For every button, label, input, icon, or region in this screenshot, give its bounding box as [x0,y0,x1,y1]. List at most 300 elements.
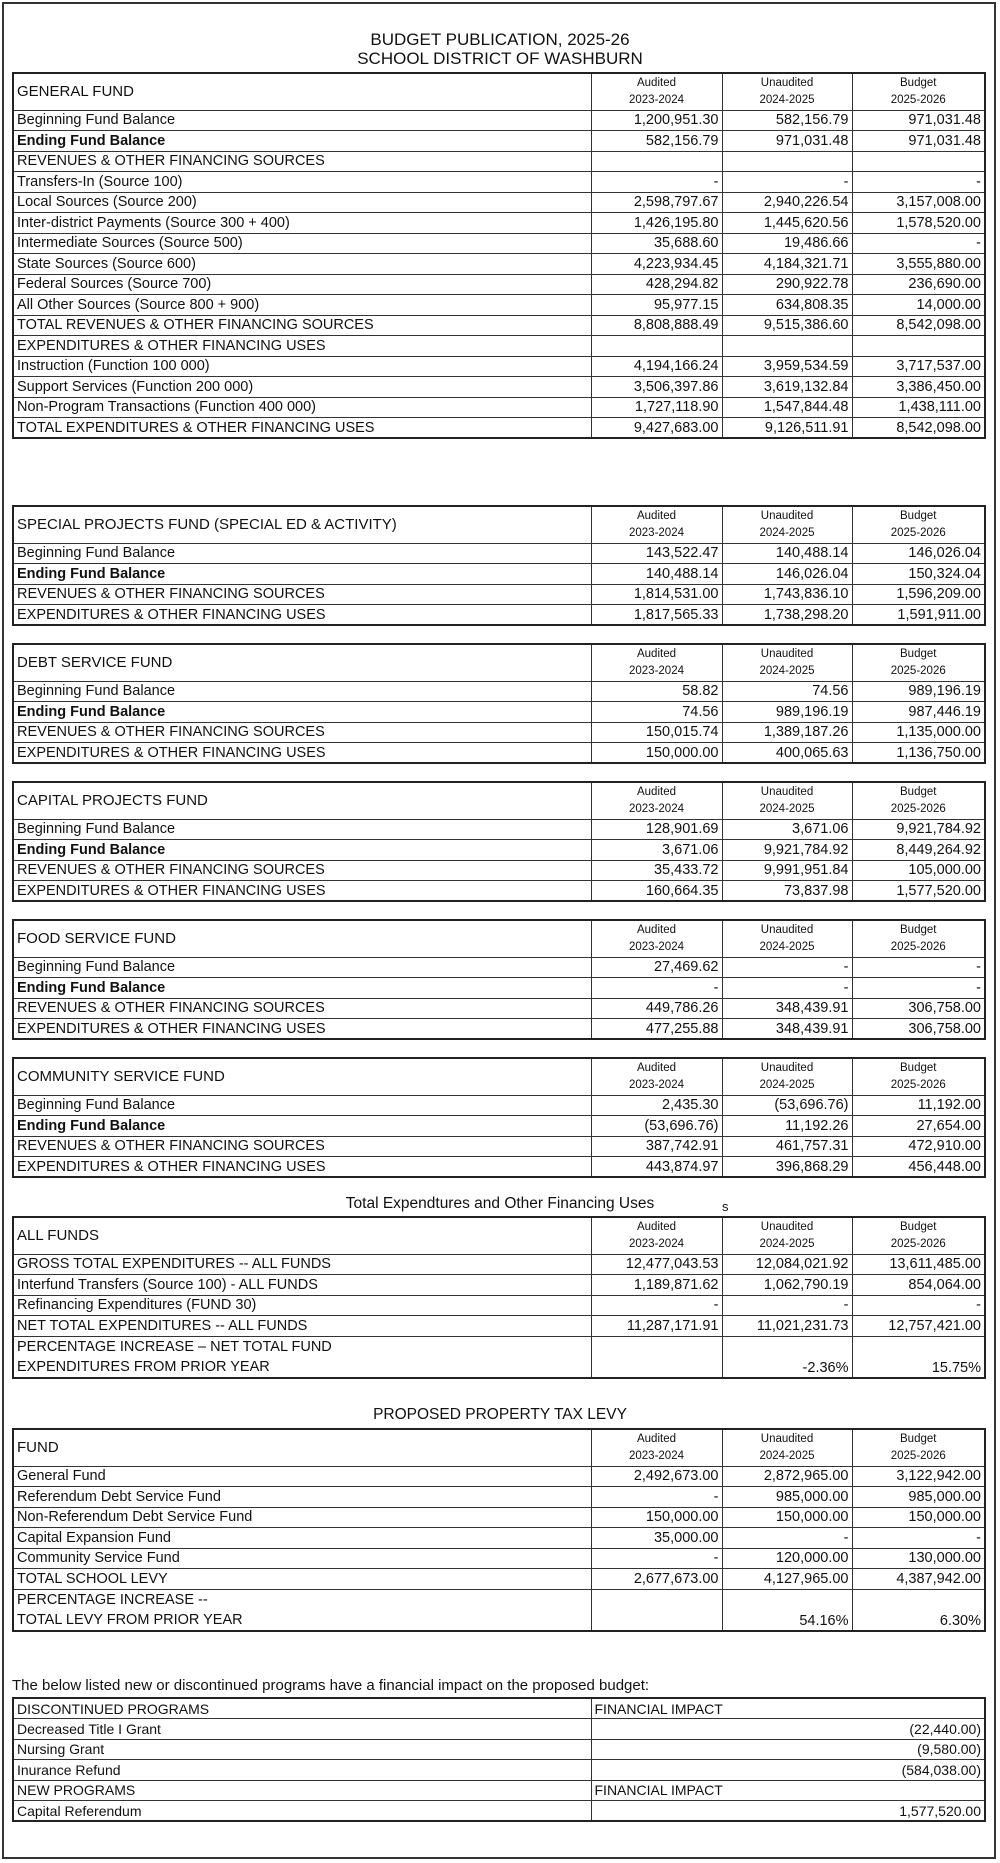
table-row [13,192,985,213]
table-row [13,1275,985,1296]
total-row [13,1569,985,1590]
percentage-row [13,1589,985,1631]
value-cell: 989,196.19 [722,702,852,723]
table-row [13,1507,985,1528]
value-cell: 3,671.06 [722,819,852,840]
value-cell: 13,611,485.00 [852,1254,985,1275]
value-cell: 105,000.00 [852,860,985,881]
value-cell: 11,287,171.91 [591,1316,722,1337]
value-cell: (53,696.76) [722,1095,852,1116]
value-cell: 634,808.35 [722,295,852,316]
value-cell: 1,596,209.00 [852,584,985,605]
value-cell: 2,598,797.67 [591,192,722,213]
label-cell: REVENUES & OTHER FINANCING SOURCES [13,151,591,172]
value-cell: - [852,1295,985,1316]
label-cell: EXPENDITURES & OTHER FINANCING USES [13,743,591,764]
label-cell: TOTAL SCHOOL LEVY [13,1569,591,1590]
value-cell: 146,026.04 [852,543,985,564]
value-cell: 9,427,683.00 [591,418,722,439]
column-header-audited: Audited 2023-2024 [591,644,722,681]
total-expenditures-caption: Total Expendtures and Other Financing Uses [345,1195,655,1212]
value-cell: 971,031.48 [852,131,985,152]
value-cell: 1,738,298.20 [722,605,852,626]
value-cell: 15.75% [852,1336,985,1378]
value-cell: - [591,1548,722,1569]
value-cell: 150,015.74 [591,722,722,743]
value-cell: 140,488.14 [722,543,852,564]
value-cell: 1,189,871.62 [591,1275,722,1296]
value-cell: 74.56 [722,681,852,702]
column-header-audited: Audited 2023-2024 [591,782,722,819]
value-cell: 1,389,187.26 [722,722,852,743]
value-cell: 582,156.79 [591,131,722,152]
value-cell: 1,136,750.00 [852,743,985,764]
value-cell: (584,038.00) [591,1760,985,1781]
value-cell: 3,386,450.00 [852,377,985,398]
fund-name: ALL FUNDS [13,1217,591,1254]
value-cell: 4,223,934.45 [591,254,722,275]
value-cell: 1,814,531.00 [591,584,722,605]
label-cell: PERCENTAGE INCREASE – NET TOTAL FUND EXPENDITURES FROM PRIOR YEAR [13,1336,591,1378]
value-cell: 58.82 [591,681,722,702]
column-header-unaudited: Unaudited 2024-2025 [722,1217,852,1254]
label-cell: TOTAL REVENUES & OTHER FINANCING SOURCES [13,315,591,336]
value-cell: (53,696.76) [591,1116,722,1137]
debt-service-fund-table [12,643,986,764]
table-row [13,584,985,605]
table-row [13,131,985,152]
table-row [13,743,985,764]
value-cell: 582,156.79 [722,110,852,131]
table-row [13,1739,985,1760]
column-header-audited: Audited 2023-2024 [591,1058,722,1095]
value-cell: 306,758.00 [852,998,985,1019]
label-cell: Ending Fund Balance [13,840,591,861]
column-header-audited: Audited 2023-2024 [591,1217,722,1254]
label-cell: Beginning Fund Balance [13,1095,591,1116]
table-row [13,1295,985,1316]
label-cell: FINANCIAL IMPACT [591,1780,985,1801]
value-cell: 1,591,911.00 [852,605,985,626]
table-row [13,110,985,131]
table-header-row [13,1217,985,1254]
table-row [13,213,985,234]
label-cell: PERCENTAGE INCREASE -- TOTAL LEVY FROM PRIOR YEAR [13,1589,591,1631]
table-row [13,819,985,840]
value-cell: - [722,1295,852,1316]
table-row [13,356,985,377]
value-cell: 971,031.48 [722,131,852,152]
label-cell: Nursing Grant [13,1739,591,1760]
value-cell: 27,469.62 [591,957,722,978]
table-row [13,1719,985,1740]
table-row [13,860,985,881]
food-service-fund-table [12,919,986,1040]
table-row [13,254,985,275]
table-row [13,1095,985,1116]
value-cell: 146,026.04 [722,564,852,585]
label-cell: EXPENDITURES & OTHER FINANCING USES [13,881,591,902]
value-cell: 1,743,836.10 [722,584,852,605]
column-header-unaudited: Unaudited 2024-2025 [722,782,852,819]
table-row [13,1157,985,1178]
total-row [13,315,985,336]
value-cell: 120,000.00 [722,1548,852,1569]
table-row [13,978,985,999]
label-cell: Inurance Refund [13,1760,591,1781]
column-header-unaudited: Unaudited 2024-2025 [722,920,852,957]
value-cell: - [591,172,722,193]
value-cell: 236,690.00 [852,274,985,295]
percentage-row [13,1336,985,1378]
label-cell: Beginning Fund Balance [13,543,591,564]
value-cell: 461,757.31 [722,1136,852,1157]
column-header-audited: Audited 2023-2024 [591,506,722,543]
value-cell: 2,940,226.54 [722,192,852,213]
table-row [13,172,985,193]
value-cell: 9,921,784.92 [852,819,985,840]
table-row [13,397,985,418]
column-header-audited: Audited 2023-2024 [591,920,722,957]
value-cell: 9,515,386.60 [722,315,852,336]
label-cell: REVENUES & OTHER FINANCING SOURCES [13,860,591,881]
value-cell: 35,688.60 [591,233,722,254]
table-row [13,564,985,585]
value-cell: 456,448.00 [852,1157,985,1178]
value-cell: 150,000.00 [852,1507,985,1528]
table-row [13,840,985,861]
value-cell: 3,122,942.00 [852,1466,985,1487]
value-cell [722,151,852,172]
total-row [13,418,985,439]
label-cell: All Other Sources (Source 800 + 900) [13,295,591,316]
value-cell: - [722,978,852,999]
label-cell: Non-Referendum Debt Service Fund [13,1507,591,1528]
value-cell: 35,000.00 [591,1528,722,1549]
table-row [13,295,985,316]
value-cell: 4,127,965.00 [722,1569,852,1590]
column-header-budget: Budget 2025-2026 [852,1429,985,1466]
table-row [13,1136,985,1157]
value-cell: 12,477,043.53 [591,1254,722,1275]
table-header-row [13,506,985,543]
label-cell: Beginning Fund Balance [13,110,591,131]
label-cell: FINANCIAL IMPACT [591,1698,985,1719]
label-cell: Community Service Fund [13,1548,591,1569]
value-cell: 989,196.19 [852,681,985,702]
document-subtitle: SCHOOL DISTRICT OF WASHBURN [357,49,643,68]
value-cell: 11,021,231.73 [722,1316,852,1337]
value-cell: 150,324.04 [852,564,985,585]
label-cell: Inter-district Payments (Source 300 + 400) [13,213,591,234]
label-cell: Intermediate Sources (Source 500) [13,233,591,254]
value-cell: 160,664.35 [591,881,722,902]
value-cell [591,151,722,172]
label-cell: State Sources (Source 600) [13,254,591,275]
column-header-budget: Budget 2025-2026 [852,782,985,819]
table-row [13,702,985,723]
value-cell: - [852,978,985,999]
column-header-audited: Audited 2023-2024 [591,1429,722,1466]
programs-table [12,1697,986,1822]
value-cell: - [852,172,985,193]
value-cell: 54.16% [722,1589,852,1631]
label-cell: Ending Fund Balance [13,564,591,585]
value-cell: 95,977.15 [591,295,722,316]
label-cell: Capital Referendum [13,1801,591,1822]
value-cell: 1,200,951.30 [591,110,722,131]
column-header-audited: Audited 2023-2024 [591,73,722,110]
value-cell: - [591,978,722,999]
value-cell: 428,294.82 [591,274,722,295]
value-cell: - [591,1487,722,1508]
column-header-budget: Budget 2025-2026 [852,506,985,543]
fund-name: COMMUNITY SERVICE FUND [13,1058,591,1095]
general-fund-table [12,72,986,439]
value-cell: 150,000.00 [722,1507,852,1528]
label-cell: Refinancing Expenditures (FUND 30) [13,1295,591,1316]
value-cell: 27,654.00 [852,1116,985,1137]
value-cell: 12,084,021.92 [722,1254,852,1275]
value-cell: 1,577,520.00 [591,1801,985,1822]
fund-name: DEBT SERVICE FUND [13,644,591,681]
column-header-unaudited: Unaudited 2024-2025 [722,506,852,543]
label-cell: Local Sources (Source 200) [13,192,591,213]
column-header-budget: Budget 2025-2026 [852,1217,985,1254]
value-cell: 2,492,673.00 [591,1466,722,1487]
table-row [13,1466,985,1487]
table-row [13,1801,985,1822]
new-programs-header-row [13,1780,985,1801]
label-cell: REVENUES & OTHER FINANCING SOURCES [13,722,591,743]
value-cell: 14,000.00 [852,295,985,316]
label-cell: Beginning Fund Balance [13,957,591,978]
value-cell: 8,542,098.00 [852,418,985,439]
label-cell: Non-Program Transactions (Function 400 000) [13,397,591,418]
column-header-budget: Budget 2025-2026 [852,73,985,110]
value-cell: 854,064.00 [852,1275,985,1296]
value-cell: 3,506,397.86 [591,377,722,398]
value-cell [852,151,985,172]
column-header-unaudited: Unaudited 2024-2025 [722,1058,852,1095]
value-cell: - [722,1528,852,1549]
value-cell: 1,547,844.48 [722,397,852,418]
programs-note: The below listed new or discontinued programs have a financial impact on the proposed budget: [12,1677,650,1694]
column-header-budget: Budget 2025-2026 [852,644,985,681]
label-cell: EXPENDITURES & OTHER FINANCING USES [13,1019,591,1040]
value-cell: 1,817,565.33 [591,605,722,626]
label-cell: TOTAL EXPENDITURES & OTHER FINANCING USES [13,418,591,439]
value-cell: 477,255.88 [591,1019,722,1040]
value-cell: 2,677,673.00 [591,1569,722,1590]
table-row [13,1254,985,1275]
label-cell: General Fund [13,1466,591,1487]
value-cell: 290,922.78 [722,274,852,295]
table-header-row [13,73,985,110]
value-cell: 3,157,008.00 [852,192,985,213]
column-header-unaudited: Unaudited 2024-2025 [722,1429,852,1466]
fund-name: FOOD SERVICE FUND [13,920,591,957]
label-cell: EXPENDITURES & OTHER FINANCING USES [13,336,591,357]
label-cell: Beginning Fund Balance [13,819,591,840]
document-title: BUDGET PUBLICATION, 2025-26 [370,30,630,49]
label-cell: Ending Fund Balance [13,978,591,999]
section-header-row [13,336,985,357]
value-cell [722,336,852,357]
table-header-row [13,920,985,957]
label-cell: EXPENDITURES & OTHER FINANCING USES [13,605,591,626]
value-cell [591,1336,722,1378]
value-cell: 1,727,118.90 [591,397,722,418]
value-cell: (9,580.00) [591,1739,985,1760]
value-cell: 971,031.48 [852,110,985,131]
value-cell: 4,194,166.24 [591,356,722,377]
label-cell: EXPENDITURES & OTHER FINANCING USES [13,1157,591,1178]
label-cell: REVENUES & OTHER FINANCING SOURCES [13,1136,591,1157]
value-cell: 8,449,264.92 [852,840,985,861]
value-cell: 19,486.66 [722,233,852,254]
all-funds-table [12,1216,986,1379]
table-row [13,881,985,902]
value-cell: 3,717,537.00 [852,356,985,377]
label-cell: NET TOTAL EXPENDITURES -- ALL FUNDS [13,1316,591,1337]
fund-name: FUND [13,1429,591,1466]
value-cell: - [852,957,985,978]
value-cell: 12,757,421.00 [852,1316,985,1337]
value-cell: 128,901.69 [591,819,722,840]
table-row [13,1528,985,1549]
label-cell: NEW PROGRAMS [13,1780,591,1801]
value-cell: 130,000.00 [852,1548,985,1569]
label-cell: Transfers-In (Source 100) [13,172,591,193]
value-cell: 140,488.14 [591,564,722,585]
value-cell: (22,440.00) [591,1719,985,1740]
table-row [13,1487,985,1508]
value-cell: 35,433.72 [591,860,722,881]
value-cell: 6.30% [852,1589,985,1631]
total-row [13,1316,985,1337]
value-cell: 11,192.26 [722,1116,852,1137]
table-header-row [13,644,985,681]
value-cell: 1,062,790.19 [722,1275,852,1296]
value-cell: 1,445,620.56 [722,213,852,234]
value-cell: 150,000.00 [591,743,722,764]
table-row [13,681,985,702]
table-row [13,1116,985,1137]
value-cell [591,336,722,357]
value-cell: 472,910.00 [852,1136,985,1157]
column-header-budget: Budget 2025-2026 [852,920,985,957]
label-cell: REVENUES & OTHER FINANCING SOURCES [13,998,591,1019]
table-row [13,543,985,564]
value-cell: 306,758.00 [852,1019,985,1040]
label-cell: Support Services (Function 200 000) [13,377,591,398]
value-cell: - [852,1528,985,1549]
label-cell: GROSS TOTAL EXPENDITURES -- ALL FUNDS [13,1254,591,1275]
table-header-row [13,1429,985,1466]
value-cell: 9,991,951.84 [722,860,852,881]
table-row [13,1760,985,1781]
tax-levy-table [12,1428,986,1632]
value-cell: 400,065.63 [722,743,852,764]
value-cell: 387,742.91 [591,1136,722,1157]
value-cell: 8,808,888.49 [591,315,722,336]
label-cell: Ending Fund Balance [13,131,591,152]
table-row [13,274,985,295]
value-cell: 3,555,880.00 [852,254,985,275]
table-row [13,1019,985,1040]
table-row [13,957,985,978]
value-cell: 3,671.06 [591,840,722,861]
label-cell: Interfund Transfers (Source 100) - ALL FUNDS [13,1275,591,1296]
fund-name: CAPITAL PROJECTS FUND [13,782,591,819]
value-cell: 449,786.26 [591,998,722,1019]
value-cell: 11,192.00 [852,1095,985,1116]
discontinued-header-row [13,1698,985,1719]
table-row [13,998,985,1019]
table-row [13,1548,985,1569]
value-cell: - [722,957,852,978]
value-cell [852,336,985,357]
label-cell: Capital Expansion Fund [13,1528,591,1549]
value-cell: 985,000.00 [722,1487,852,1508]
value-cell: 4,184,321.71 [722,254,852,275]
value-cell: 73,837.98 [722,881,852,902]
value-cell: - [852,233,985,254]
value-cell: 4,387,942.00 [852,1569,985,1590]
label-cell: Instruction (Function 100 000) [13,356,591,377]
table-row [13,722,985,743]
value-cell: 1,135,000.00 [852,722,985,743]
value-cell: 396,868.29 [722,1157,852,1178]
value-cell: 9,126,511.91 [722,418,852,439]
column-header-unaudited: Unaudited 2024-2025 [722,644,852,681]
special-projects-fund-table [12,505,986,626]
section-header-row [13,151,985,172]
value-cell: 2,435.30 [591,1095,722,1116]
value-cell: 1,426,195.80 [591,213,722,234]
column-header-budget: Budget 2025-2026 [852,1058,985,1095]
value-cell: 1,438,111.00 [852,397,985,418]
value-cell: 9,921,784.92 [722,840,852,861]
tax-levy-caption: PROPOSED PROPERTY TAX LEVY [373,1406,627,1423]
value-cell: 2,872,965.00 [722,1466,852,1487]
value-cell: 987,446.19 [852,702,985,723]
fund-name: SPECIAL PROJECTS FUND (SPECIAL ED & ACTIVITY) [13,506,591,543]
value-cell: - [591,1295,722,1316]
value-cell: 74.56 [591,702,722,723]
value-cell [591,1589,722,1631]
community-service-fund-table [12,1057,986,1178]
label-cell: Federal Sources (Source 700) [13,274,591,295]
column-header-unaudited: Unaudited 2024-2025 [722,73,852,110]
table-header-row [13,1058,985,1095]
value-cell: 8,542,098.00 [852,315,985,336]
label-cell: Beginning Fund Balance [13,681,591,702]
capital-projects-fund-table [12,781,986,902]
value-cell: 3,959,534.59 [722,356,852,377]
value-cell: 1,577,520.00 [852,881,985,902]
value-cell: -2.36% [722,1336,852,1378]
label-cell: Referendum Debt Service Fund [13,1487,591,1508]
value-cell: 348,439.91 [722,998,852,1019]
table-row [13,377,985,398]
label-cell: REVENUES & OTHER FINANCING SOURCES [13,584,591,605]
fund-name: GENERAL FUND [13,73,591,110]
table-row [13,605,985,626]
value-cell: 3,619,132.84 [722,377,852,398]
label-cell: Ending Fund Balance [13,702,591,723]
